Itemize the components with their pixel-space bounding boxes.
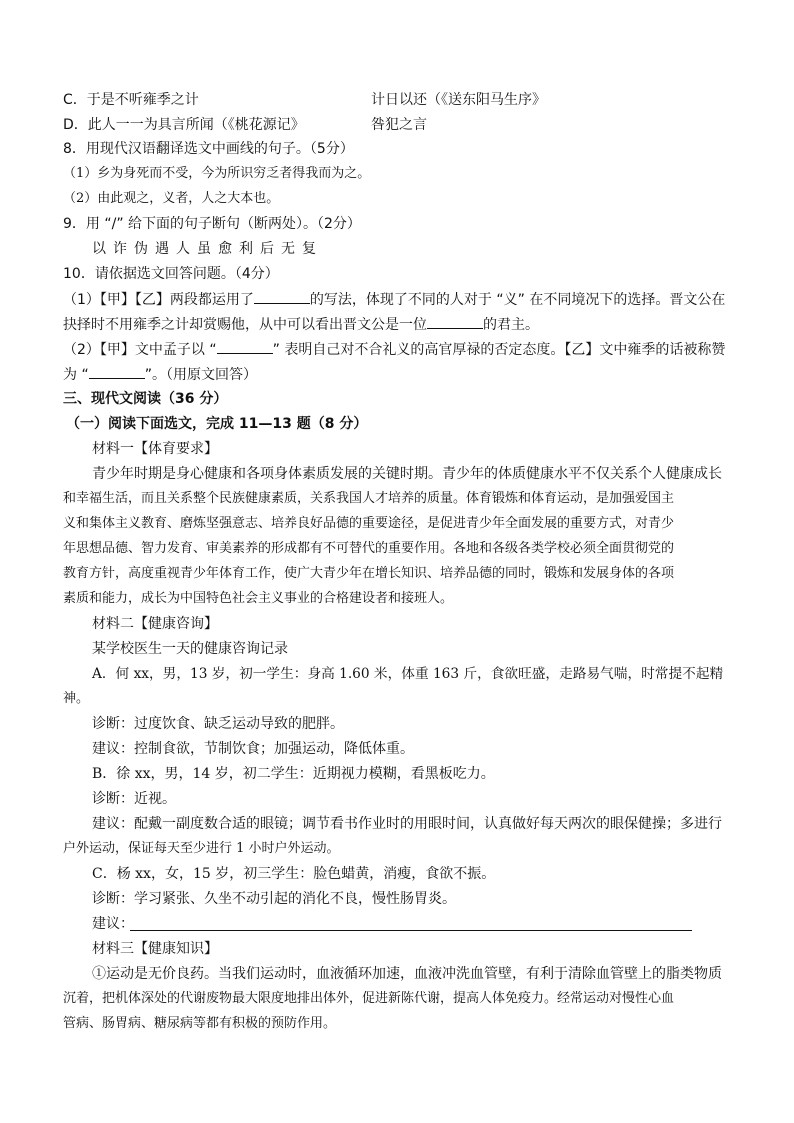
section-3-heading: 三、现代文阅读（36 分） bbox=[63, 391, 228, 407]
material-1-line-1: 青少年时期是身心健康和各项身体素质发展的关键时期。青少年的体质健康水平不仅关系个人健康成长 bbox=[92, 466, 722, 482]
q10-1b-pre: 抉择时不用雍季之计却赏赐他，从中可以看出晋文公是一位 bbox=[63, 317, 427, 333]
case-a-line-1: A．何 xx，男，13 岁，初一学生：身高 1.60 米，体重 163 斤，食欲旺盛，走路易气喘，时常提不起精 bbox=[92, 666, 724, 682]
case-c-suggestion-answer-line[interactable] bbox=[130, 930, 692, 931]
case-a-line-2: 神。 bbox=[63, 691, 90, 706]
q10-2a-pre: （2）【甲】文中孟子以 “ bbox=[63, 342, 217, 358]
q10-2b-post: ”。（用原文回答） bbox=[144, 367, 257, 383]
question-10-part-1b bbox=[63, 314, 539, 335]
case-c-diagnosis: 诊断：学习紧张、久坐不动引起的消化不良，慢性肠胃炎。 bbox=[92, 891, 456, 907]
case-c-line-1: C．杨 xx，女，15 岁，初三学生：脸色蜡黄，消瘦，食欲不振。 bbox=[92, 866, 496, 882]
question-9: 9．用 “/” 给下面的句子断句（断两处）。（2分） bbox=[63, 216, 361, 232]
q10-1a-pre: （1）【甲】【乙】两段都运用了 bbox=[63, 292, 254, 308]
question-10-part-2a bbox=[63, 339, 725, 360]
question-10-part-1a bbox=[63, 289, 725, 310]
answer-blank-2[interactable] bbox=[427, 314, 483, 329]
material-3-title: 材料三【健康知识】 bbox=[92, 941, 218, 957]
question-8-item-2: （2）由此观之，义者，人之大本也。 bbox=[63, 191, 280, 206]
material-1-line-3: 义和集体主义教育、磨炼坚强意志、培养良好品德的重要途径，是促进青少年全面发展的重要方式，对青少 bbox=[63, 516, 675, 531]
option-d-right: 咎犯之言 bbox=[371, 117, 427, 133]
material-1-line-4: 年思想品德、智力发育、审美素养的形成都有不可替代的重要作用。各地和各级各类学校必须全面贯彻党的 bbox=[63, 541, 675, 556]
material-1-title: 材料一【体育要求】 bbox=[92, 441, 218, 457]
case-a-diagnosis: 诊断：过度饮食、缺乏运动导致的肥胖。 bbox=[92, 716, 344, 732]
case-b-suggestion-1: 建议：配戴一副度数合适的眼镜；调节看书作业时的用眼时间，认真做好每天两次的眼保健操；多进行 bbox=[92, 816, 722, 832]
case-b-line-1: B．徐 xx，男，14 岁，初二学生：近期视力模糊，看黑板吃力。 bbox=[92, 766, 495, 782]
case-b-diagnosis: 诊断：近视。 bbox=[92, 791, 176, 807]
answer-blank-4[interactable] bbox=[89, 364, 145, 379]
material-1-line-2: 和幸福生活，而且关系整个民族健康素质，关系我国人才培养的质量。体育锻炼和体育运动，是加强爱国主 bbox=[63, 491, 675, 506]
material-2-title: 材料二【健康咨询】 bbox=[92, 616, 218, 632]
answer-blank-3[interactable] bbox=[217, 339, 273, 354]
option-d-left: D．此人一一为具言所闻（《桃花源记》 bbox=[63, 117, 305, 133]
material-1-line-5: 教育方针，高度重视青少年体育工作，使广大青少年在增长知识、培养品德的同时，锻炼和发展身体的各项 bbox=[63, 566, 675, 581]
q10-1a-post: 的写法，体现了不同的人对于 “义” 在不同境况下的选择。晋文公在 bbox=[309, 292, 726, 308]
q10-1b-post: 的君主。 bbox=[483, 317, 539, 333]
subsection-1-heading: （一）阅读下面选文，完成 11—13 题（8 分） bbox=[66, 416, 368, 432]
answer-blank-1[interactable] bbox=[254, 289, 310, 304]
question-10: 10．请依据选文回答问题。（4分） bbox=[63, 266, 279, 282]
material-3-line-3: 管病、肠胃病、糖尿病等都有积极的预防作用。 bbox=[63, 1016, 337, 1031]
case-b-suggestion-2: 户外运动，保证每天至少进行 1 小时户外运动。 bbox=[63, 841, 340, 856]
material-1-line-6: 素质和能力，成长为中国特色社会主义事业的合格建设者和接班人。 bbox=[63, 591, 454, 606]
q10-2b-pre: 为 “ bbox=[63, 367, 89, 383]
q10-2a-post: ” 表明自己对不合礼义的高官厚禄的否定态度。【乙】文中雍季的话被称赞 bbox=[272, 342, 726, 358]
option-c-left: C．于是不听雍季之计 bbox=[63, 92, 199, 108]
question-8-item-1: （1）乡为身死而不受，今为所识穷乏者得我而为之。 bbox=[63, 166, 371, 181]
option-c-right: 计日以还（《送东阳马生序》 bbox=[371, 92, 546, 108]
case-c-suggestion-label: 建议： bbox=[92, 916, 134, 932]
case-a-suggestion: 建议：控制食欲，节制饮食；加强运动，降低体重。 bbox=[92, 741, 414, 757]
material-3-line-1: ①运动是无价良药。当我们运动时，血液循环加速，血液冲洗血管壁，有利于清除血管壁上的脂类物质 bbox=[92, 966, 722, 982]
question-9-sentence: 以诈伪遇人虽愈利后无复 bbox=[92, 241, 323, 257]
material-3-line-2: 沉着，把机体深处的代谢废物最大限度地排出体外，促进新陈代谢，提高人体免疫力。经常运动对慢性心血 bbox=[63, 991, 675, 1006]
question-10-part-2b bbox=[63, 364, 257, 385]
material-2-subtitle: 某学校医生一天的健康咨询记录 bbox=[92, 641, 288, 657]
question-8: 8．用现代汉语翻译选文中画线的句子。（5分） bbox=[63, 141, 354, 157]
